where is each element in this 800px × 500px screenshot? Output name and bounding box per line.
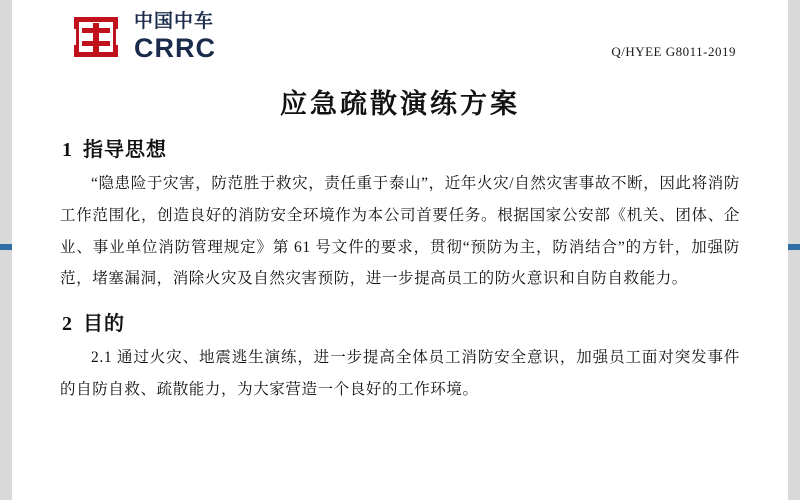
document-code: Q/HYEE G8011-2019 <box>611 44 736 59</box>
document-content <box>12 0 788 500</box>
company-logo-text <box>134 12 216 62</box>
section-1-paragraph-1: “隐患险于灾害，防范胜于救灾，责任重于泰山”，近年火灾/自然灾害事故不断，因此将消防工作范围化，创造良好的消防安全环境作为本公司首要任务。根据国家公安部《机关、团体、企业、事业单位消防管理规定》第 61 号文件的要求，贯彻“预防为主，防消结合”的方针，加强防范，堵塞漏洞，消除火灾及自然灾害预防，进一步提高员工的防火意识和自防自救能力。 <box>60 175 740 288</box>
page-gutter-left <box>0 0 12 500</box>
page-gutter-right <box>788 0 800 500</box>
company-name-en: CRRC <box>134 32 216 63</box>
section-title-2: 目的 <box>83 313 125 336</box>
page-marker-right <box>788 244 800 250</box>
company-name-cn: 中国中车 <box>134 11 215 32</box>
page-marker-left <box>0 244 12 250</box>
section-2-paragraph-1: 2.1 通过火灾、地震逃生演练，进一步提高全体员工消防安全意识，加强员工面对突发事件的自防自救、疏散能力，为大家营造一个良好的工作环境。 <box>60 349 740 398</box>
document-header <box>60 0 740 78</box>
section-heading-1 <box>62 133 740 162</box>
document-title: 应急疏散演练方案 <box>280 89 520 119</box>
section-number-2: 2 <box>62 313 73 336</box>
company-logo <box>70 12 216 62</box>
section-heading-2 <box>62 307 740 336</box>
section-number-1: 1 <box>62 139 73 161</box>
crrc-logo-icon <box>70 15 122 59</box>
section-title-1: 指导思想 <box>83 139 167 161</box>
